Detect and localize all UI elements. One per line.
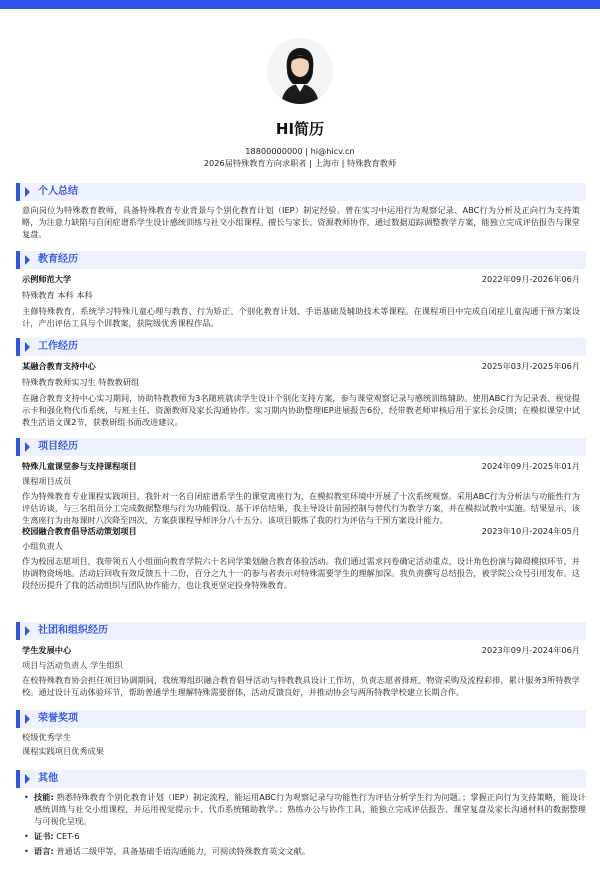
item-label: 技能:: [34, 792, 54, 802]
others-list: [16, 792, 586, 857]
entry-subtitle: 项目与活动负责人 学生组织: [22, 659, 123, 670]
certificate-item: [22, 831, 586, 843]
project-entry: [16, 461, 586, 526]
top-accent-bar: [0, 0, 600, 9]
entry-date: 2023年10月-2024年05月: [481, 526, 580, 537]
section-title: 项目经历: [38, 441, 78, 452]
honor-item: 课程实践项目优秀成果: [22, 745, 104, 756]
section-title: 社团和组织经历: [38, 625, 108, 636]
city: 上海市: [314, 158, 340, 168]
section-title: 工作经历: [38, 341, 78, 352]
org-entry: [16, 645, 586, 699]
item-text: 普通话二级甲等，具备基础手语沟通能力，可阅读特殊教育英文文献。: [56, 845, 311, 856]
item-text: CET-6: [56, 830, 80, 841]
project-entry: [16, 526, 586, 591]
section-title: 其他: [38, 773, 58, 784]
contact-line: 18800000000 | hi@hicv.cn: [245, 146, 355, 156]
entry-subtitle: 特殊教育 本科 本科: [22, 289, 93, 300]
section-header: [16, 622, 586, 640]
summary-text: 意向岗位为特殊教育教师，具备特殊教育专业背景与个别化教育计划（IEP）制定经验。曾在实习中运用行为观察记录、ABC行为分析及正向行为支持策略，为注意力缺陷与自闭症谱系学生设计感统训练与社交小组课程。擅长与家长、资源教师协作，通过数据追踪调整教学方案，能独立完成评估报告与课堂复盘。: [22, 205, 580, 239]
entry-description: 在融合教育支持中心实习期间，协助特教教师为3名随班就读学生设计个别化支持方案，参与课堂观察记录与感统训练辅助。使用ABC行为记录表、视觉提示卡和强化物代币系统，与班主任、资源教师及家长沟通协作。实习期内协助整理IEP进展报告6份，经带教老师审核后用于家长会反馈；在模拟课堂中试教生活语文课2节，获教研组书面改进建议。: [22, 392, 580, 427]
entry-date: 2022年09月-2026年06月: [481, 274, 580, 284]
honors-section: [16, 710, 586, 758]
section-title: 教育经历: [38, 254, 78, 265]
project-name: 特殊儿童课堂参与支持课程项目: [22, 461, 137, 471]
section-title: 个人总结: [38, 186, 78, 197]
company-name: 某融合教育支持中心: [22, 361, 96, 371]
target-position: 特殊教育教师: [347, 158, 397, 168]
entry-subtitle: 小组负责人: [22, 541, 63, 552]
honor-item: 校级优秀学生: [22, 732, 72, 742]
entry-subtitle: 特殊教育教师实习生 特教教研组: [22, 376, 140, 387]
portrait-photo-icon: [267, 38, 333, 104]
item-label: 证书:: [34, 830, 54, 841]
section-header: [16, 770, 586, 788]
projects-section: [16, 438, 586, 592]
entry-date: 2025年03月-2025年06月: [481, 361, 580, 371]
item-label: 语言:: [34, 845, 54, 856]
entry-date: 2023年09月-2024年06月: [481, 645, 580, 655]
skills-item: [22, 792, 586, 828]
intent-line: 2026届特殊教育方向求职者 | 上海市 | 特殊教育教师: [203, 158, 397, 168]
school-name: 示例师范大学: [22, 274, 72, 284]
section-header: [16, 338, 586, 356]
section-header: [16, 183, 586, 201]
org-name: 学生发展中心: [22, 645, 72, 655]
education-section: [16, 251, 586, 330]
project-name: 校园融合教育倡导活动策划项目: [22, 526, 137, 537]
email-address: hi@hicv.cn: [310, 146, 355, 156]
section-title: 荣誉奖项: [38, 713, 78, 724]
entry-subtitle: 课程项目成员: [22, 475, 72, 486]
work-section: [16, 338, 586, 428]
language-item: [22, 846, 586, 858]
social-section: [16, 622, 586, 699]
item-text: 熟悉特殊教育个别化教育计划（IEP）制定流程，能运用ABC行为观察记录与功能性行为评估分析学生行为问题。；掌握正向行为支持策略，能设计感统训练与社交小组课程，并运用视觉提示卡、代币系统辅助教学。；熟练办公与协作工具，能独立完成评估报告、课堂复盘及家长沟通材料的数据整理与可视化呈现。: [34, 792, 586, 826]
section-header: [16, 710, 586, 728]
entry-description: 在校特殊教育协会担任项目协调期间，我统筹组织融合教育倡导活动与特教教具设计工作坊，负责志愿者排班、物资采购及流程彩排，累计服务3所特教学校。通过设计互动体验环节，帮助普通学生理解特殊需要群体，活动反馈良好，并推动协会与两所特教学校建立长期合作。: [22, 674, 580, 697]
portrait-photo-svg: [267, 38, 333, 104]
entry-row: [22, 526, 580, 538]
entry-description: 作为特殊教育专业课程实践项目，我针对一名自闭症谱系学生的课堂离座行为，在模拟教室环境中开展了十次系统观察。采用ABC行为分析法与功能性行为评估访谈，与三名组员分工完成数据整理与行为功能假设。基于评估结果，我主导设计前因控制与替代行为教学方案，并在模拟试教中实施。结果显示，该生离座行为由每课时八次降至四次，方案获课程导师评分八十五分。该项目锻炼了我的行为评估与干预方案设计能力。: [22, 490, 580, 525]
work-entry: [16, 361, 586, 428]
others-section: [16, 770, 586, 860]
job-intent: 2026届特殊教育方向求职者: [203, 158, 307, 168]
entry-row: [22, 461, 580, 473]
education-entry: [16, 274, 586, 330]
entry-row: [22, 645, 580, 657]
section-header: [16, 438, 586, 456]
summary-section: [16, 183, 586, 241]
section-header: [16, 251, 586, 269]
entry-description: 作为校园志愿项目，我带领五人小组面向教育学院六十名同学策划融合教育体验活动。我们通过需求问卷确定活动重点，设计角色扮演与障碍模拟环节，并协调物资场地。活动后回收有效反馈五十二份，百分之九十一的参与者表示对特殊需要学生的理解加深。我负责撰写总结报告，被学院公众号引用发布。这段经历提升了我的活动组织与团队协作能力，也让我更坚定投身特殊教育。: [22, 556, 580, 591]
entry-row: [22, 274, 580, 286]
candidate-name: HI简历: [275, 120, 325, 138]
phone-number: 18800000000: [245, 146, 303, 156]
entry-row: [22, 361, 580, 373]
entry-description: 主修特殊教育，系统学习特殊儿童心理与教育、行为矫正、个别化教育计划、手语基础及辅助技术等课程。在课程项目中完成自闭症儿童沟通干预方案设计，产出评估工具与个训教案，获院级优秀课程作品。: [22, 305, 580, 328]
resume-header: [0, 38, 600, 169]
entry-date: 2024年09月-2025年01月: [481, 461, 580, 471]
